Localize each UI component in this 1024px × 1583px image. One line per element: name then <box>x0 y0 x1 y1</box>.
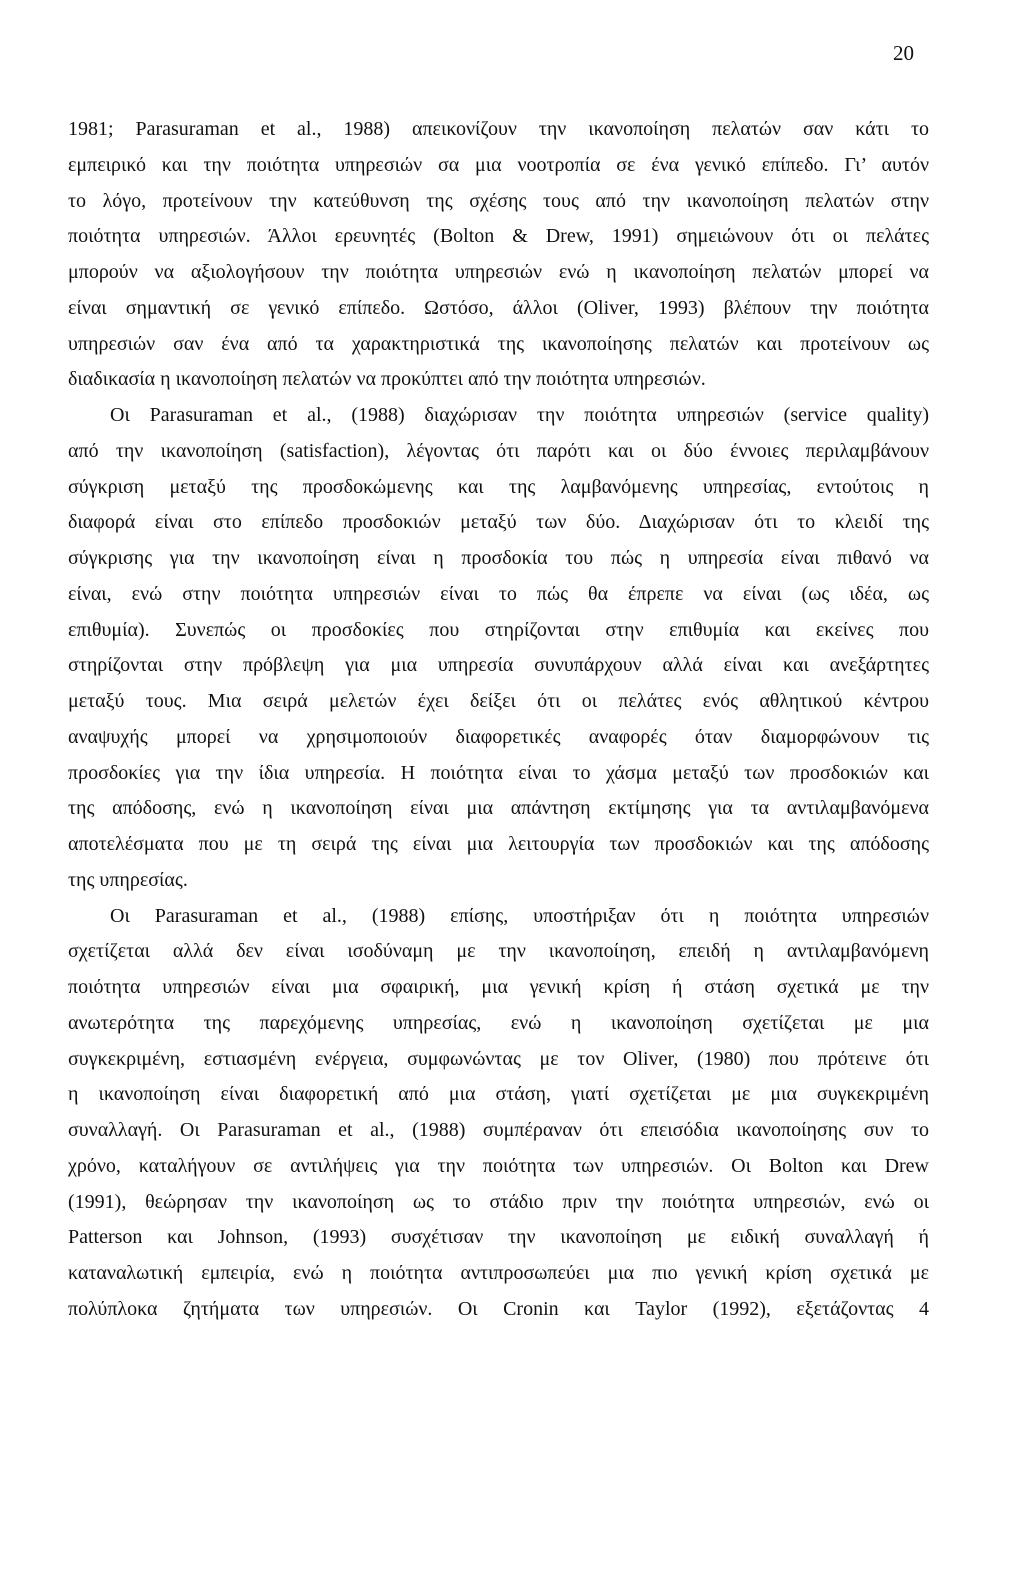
text-line: μεταξύ τους. Μια σειρά μελετών έχει δείξει ότι οι πελάτες ενός αθλητικού κέντρου <box>68 690 929 712</box>
text-line: αναψυχής μπορεί να χρησιμοποιούν διαφορετικές αναφορές όταν διαμορφώνουν τις <box>68 725 929 748</box>
text-line: ποιότητα υπηρεσιών. Άλλοι ερευνητές (Bolton & Drew, 1991) σημειώνουν ότι οι πελάτες <box>68 225 929 248</box>
page-number: 20 <box>893 41 914 65</box>
text-line: σχετίζεται αλλά δεν είναι ισοδύναμη με την ικανοποίηση, επειδή η αντιλαμβανόμενη <box>68 940 929 963</box>
text-line: διαδικασία η ικανοποίηση πελατών να προκύπτει από την ποιότητα υπηρεσιών. <box>68 368 706 391</box>
text-line: Patterson και Johnson, (1993) συσχέτισαν την ικανοποίηση με ειδική συναλλαγή ή <box>68 1226 929 1249</box>
text-line: συναλλαγή. Οι Parasuraman et al., (1988) συμπέραναν ότι επεισόδια ικανοποίησης συν το <box>68 1119 929 1141</box>
text-line: Οι Parasuraman et al., (1988) διαχώρισαν την ποιότητα υπηρεσιών (service quality) <box>110 404 929 426</box>
text-line: στηρίζονται στην πρόβλεψη για μια υπηρεσία συνυπάρχουν αλλά είναι και ανεξάρτητες <box>68 654 929 677</box>
text-line: πολύπλοκα ζητήματα των υπηρεσιών. Οι Cronin και Taylor (1992), εξετάζοντας 4 <box>68 1297 929 1320</box>
text-line: 1981; Parasuraman et al., 1988) απεικονίζουν την ικανοποίηση πελατών σαν κάτι το <box>68 118 929 140</box>
text-line: καταναλωτική εμπειρία, ενώ η ποιότητα αντιπροσωπεύει μια πιο γενική κρίση σχετικά με <box>68 1262 929 1284</box>
text-line: σύγκρισης για την ικανοποίηση είναι η προσδοκία του πώς η υπηρεσία είναι πιθανό να <box>68 547 929 569</box>
text-line: η ικανοποίηση είναι διαφορετική από μια στάση, γιατί σχετίζεται με μια συγκεκριμένη <box>68 1083 929 1106</box>
text-line: ανωτερότητα της παρεχόμενης υπηρεσίας, ενώ η ικανοποίηση σχετίζεται με μια <box>68 1011 929 1034</box>
text-line: συγκεκριμένη, εστιασμένη ενέργεια, συμφωνώντας με τον Oliver, (1980) που πρότεινε ότι <box>68 1047 929 1070</box>
text-line: αποτελέσματα που με τη σειρά της είναι μια λειτουργία των προσδοκιών και της απόδοσης <box>68 833 929 855</box>
text-line: της υπηρεσίας. <box>68 868 188 891</box>
text-line: (1991), θεώρησαν την ικανοποίηση ως το στάδιο πριν την ποιότητα υπηρεσιών, ενώ οι <box>68 1190 929 1213</box>
text-line: μπορούν να αξιολογήσουν την ποιότητα υπηρεσιών ενώ η ικανοποίηση πελατών μπορεί να <box>68 261 929 283</box>
text-line: σύγκριση μεταξύ της προσδοκώμενης και της λαμβανόμενης υπηρεσίας, εντούτοις η <box>68 475 929 498</box>
body-text <box>68 112 929 1328</box>
text-line: προσδοκίες για την ίδια υπηρεσία. Η ποιότητα είναι το χάσμα μεταξύ των προσδοκιών και <box>68 761 929 784</box>
text-line: διαφορά είναι στο επίπεδο προσδοκιών μεταξύ των δύο. Διαχώρισαν ότι το κλειδί της <box>68 511 929 534</box>
text-line: από την ικανοποίηση (satisfaction), λέγοντας ότι παρότι και οι δύο έννοιες περιλαμβάνουν <box>68 439 929 462</box>
text-line: της απόδοσης, ενώ η ικανοποίηση είναι μια απάντηση εκτίμησης για τα αντιλαμβανόμενα <box>68 797 929 820</box>
text-line: ποιότητα υπηρεσιών είναι μια σφαιρική, μια γενική κρίση ή στάση σχετικά με την <box>68 976 929 998</box>
text-line: το λόγο, προτείνουν την κατεύθυνση της σχέσης τους από την ικανοποίηση πελατών στην <box>68 189 929 212</box>
text-line: Οι Parasuraman et al., (1988) επίσης, υποστήριξαν ότι η ποιότητα υπηρεσιών <box>110 904 929 927</box>
text-line: επιθυμία). Συνεπώς οι προσδοκίες που στηρίζονται στην επιθυμία και εκείνες που <box>68 618 929 641</box>
text-line: εμπειρικό και την ποιότητα υπηρεσιών σα μια νοοτροπία σε ένα γενικό επίπεδο. Γι’ αυτόν <box>68 153 929 176</box>
text-line: υπηρεσιών σαν ένα από τα χαρακτηριστικά της ικανοποίησης πελατών και προτείνουν ως <box>68 332 929 355</box>
text-line: χρόνο, καταλήγουν σε αντιλήψεις για την ποιότητα των υπηρεσιών. Οι Bolton και Drew <box>68 1154 929 1177</box>
text-line: είναι σημαντική σε γενικό επίπεδο. Ωστόσο, άλλοι (Oliver, 1993) βλέπουν την ποιότητα <box>68 296 929 319</box>
text-line: είναι, ενώ στην ποιότητα υπηρεσιών είναι το πώς θα έπρεπε να είναι (ως ιδέα, ως <box>68 582 929 605</box>
